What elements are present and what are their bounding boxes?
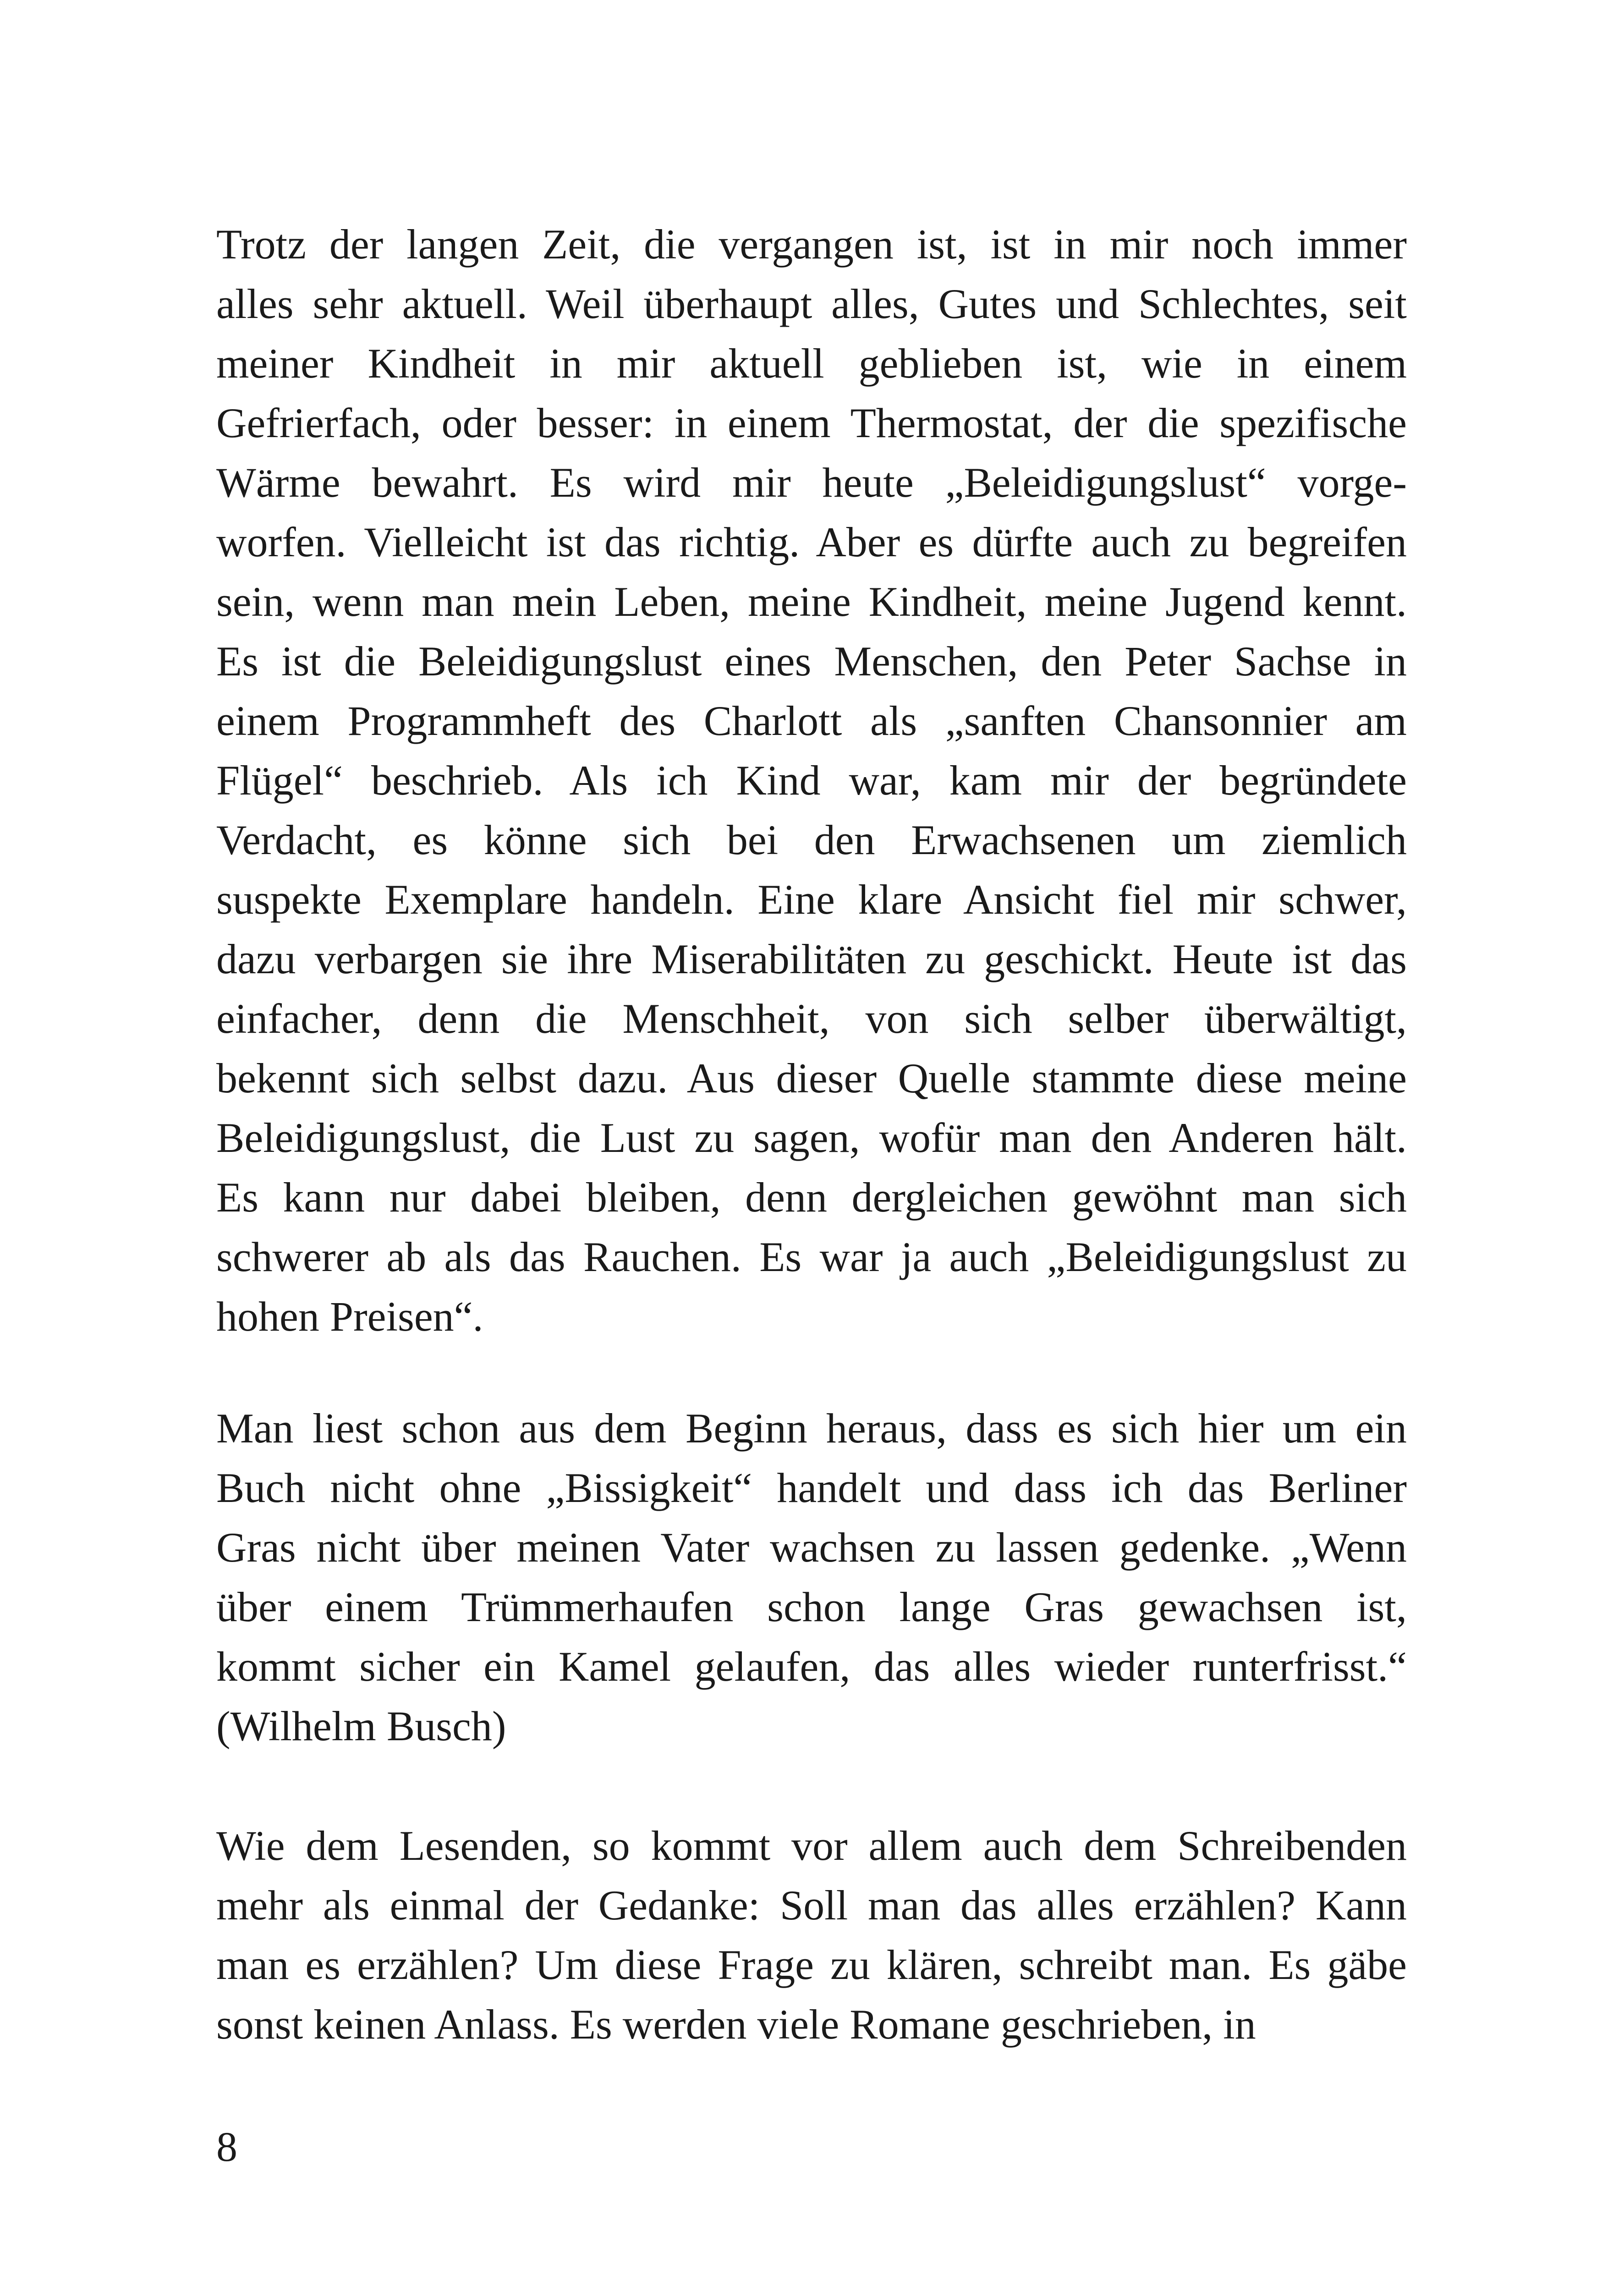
text-line: Flügel“ beschrieb. Als ich Kind war, kam mir der begründete [216, 757, 1407, 804]
text-line: bekennt sich selbst dazu. Aus dieser Quelle stammte diese meine [216, 1055, 1407, 1102]
text-line: mehr als einmal der Gedanke: Soll man das alles erzählen? Kann [216, 1882, 1407, 1929]
text-line: kommt sicher ein Kamel gelaufen, das alles wieder runterfrisst.“ [216, 1643, 1407, 1690]
text-line: Gefrierfach, oder besser: in einem Thermostat, der die spezifische [216, 400, 1407, 446]
text-line: Es ist die Beleidigungslust eines Menschen, den Peter Sachse in [216, 638, 1407, 685]
text-line: hohen Preisen“. [216, 1293, 483, 1340]
paragraph-2 [216, 1398, 1407, 1756]
text-line: über einem Trümmerhaufen schon lange Gras gewachsen ist, [216, 1584, 1407, 1630]
page-number: 8 [216, 2123, 237, 2170]
text-line: Man liest schon aus dem Beginn heraus, dass es sich hier um ein [216, 1405, 1407, 1452]
text-line: meiner Kindheit in mir aktuell geblieben ist, wie in einem [216, 340, 1407, 387]
text-line: man es erzählen? Um diese Frage zu klären, schreibt man. Es gäbe [216, 1941, 1407, 1988]
text-line: Buch nicht ohne „Bissigkeit“ handelt und dass ich das Berliner [216, 1464, 1407, 1511]
text-line: alles sehr aktuell. Weil überhaupt alles, Gutes und Schlechtes, seit [216, 280, 1407, 327]
paragraph-3 [216, 1816, 1407, 2054]
text-line: sonst keinen Anlass. Es werden viele Romane geschrieben, in [216, 2001, 1256, 2048]
text-line: Wie dem Lesenden, so kommt vor allem auch dem Schreibenden [216, 1822, 1407, 1869]
text-line: einem Programmheft des Charlott als „sanften Chansonnier am [216, 697, 1407, 744]
text-line: Es kann nur dabei bleiben, denn dergleichen gewöhnt man sich [216, 1174, 1407, 1221]
text-line: schwerer ab als das Rauchen. Es war ja auch „Beleidigungslust zu [216, 1233, 1407, 1280]
text-line: Beleidigungslust, die Lust zu sagen, wofür man den Anderen hält. [216, 1114, 1407, 1161]
text-line: Wärme bewahrt. Es wird mir heute „Beleidigungslust“ vorge- [216, 459, 1407, 506]
text-line: (Wilhelm Busch) [216, 1703, 506, 1749]
paragraph-1 [216, 214, 1407, 1346]
text-line: dazu verbargen sie ihre Miserabilitäten zu geschickt. Heute ist das [216, 936, 1407, 982]
text-line: worfen. Vielleicht ist das richtig. Aber es dürfte auch zu begreifen [216, 519, 1407, 565]
text-line: sein, wenn man mein Leben, meine Kindheit, meine Jugend kennt. [216, 578, 1407, 625]
text-line: Gras nicht über meinen Vater wachsen zu lassen gedenke. „Wenn [216, 1524, 1407, 1571]
text-line: suspekte Exemplare handeln. Eine klare Ansicht fiel mir schwer, [216, 876, 1407, 923]
text-line: Verdacht, es könne sich bei den Erwachsenen um ziemlich [216, 817, 1407, 863]
text-line: Trotz der langen Zeit, die vergangen ist, ist in mir noch immer [216, 221, 1407, 268]
text-line: einfacher, denn die Menschheit, von sich selber überwältigt, [216, 995, 1407, 1042]
